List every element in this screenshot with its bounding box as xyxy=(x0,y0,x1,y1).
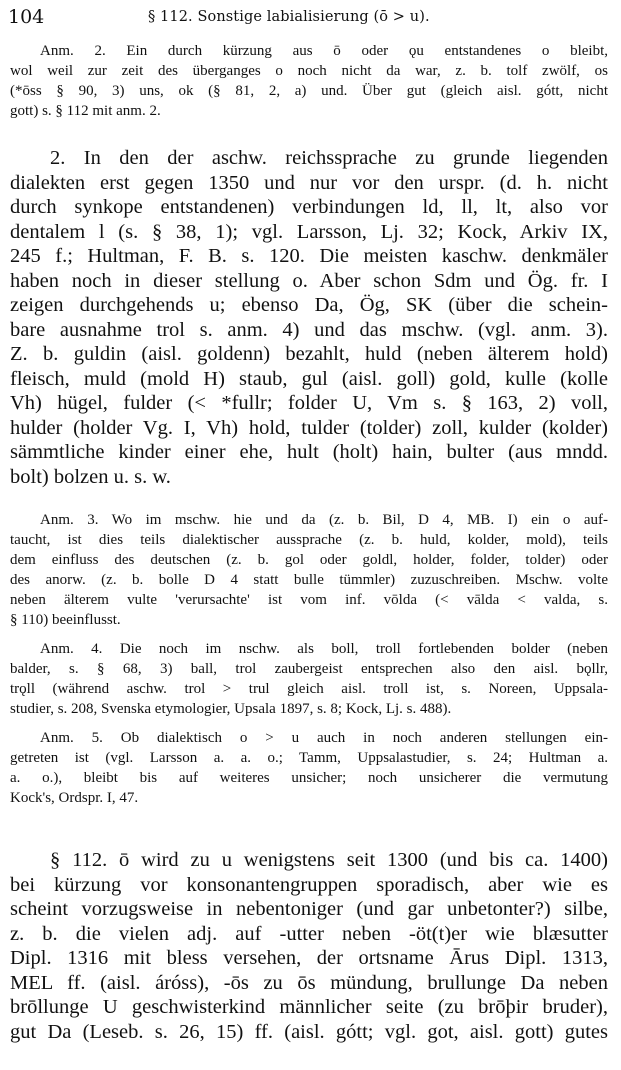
text-line: Kock's, Ordspr. I, 47. xyxy=(10,790,139,806)
text-line: z. b. die vielen adj. auf -utter neben -öt(t)er wie blæsutter xyxy=(10,922,608,945)
page-number: 104 xyxy=(8,6,45,28)
text-line: getreten ist (vgl. Larsson a. a. o.; Tamm, Uppsalastudier, s. 24; Hultman a. xyxy=(10,750,608,766)
note-anm-3 xyxy=(10,510,608,630)
text-line: 2. In den der aschw. reichssprache zu grunde liegenden xyxy=(50,147,608,169)
text-line: Anm. 3. Wo im mschw. hie und da (z. b. Bil, D 4, MB. I) ein o auf- xyxy=(40,512,608,528)
text-line: Anm. 5. Ob dialektisch o > u auch in noch anderen stellungen ein- xyxy=(40,730,608,746)
text-line: fleisch, muld (mold H) staub, gul (aisl. goll) gold, kulle (kolle xyxy=(10,367,608,390)
text-line: Anm. 2. Ein durch kürzung aus ō oder ǫu entstandenes o bleibt, xyxy=(40,43,608,59)
text-line: dentalem l (s. § 38, 1); vgl. Larsson, Lj. 32; Kock, Arkiv IX, xyxy=(10,220,608,243)
text-line: MEL ff. (aisl. áróss), -ōs zu ōs mündung, brullunge Da neben xyxy=(10,971,608,994)
text-line: neben älterem vulte 'verursachte' ist vom inf. vōlda (< vālda < valda, s. xyxy=(10,592,608,608)
text-line: zeigen durchgehends u; ebenso Da, Ög, SK (über die schein- xyxy=(10,294,608,316)
text-line: bolt) bolzen u. s. w. xyxy=(10,465,171,488)
text-line: a. o.), bleibt bis auf weiteres unsicher; noch unsicherer die vermutung xyxy=(10,770,608,786)
text-line: (*ōss § 90, 3) uns, ok (§ 81, 2, a) und. Über gut (gleich aisl. gótt, nicht xyxy=(10,83,608,99)
text-line: balder, s. § 68, 3) ball, trol zaubergeist entsprechen also den aisl. bǫllr, xyxy=(10,661,608,677)
text-line: bare ausnahme trol s. anm. 4) und das mschw. (vgl. anm. 3). xyxy=(10,318,608,341)
text-line: brōllunge U geschwisterkind männlicher seite (zu brōþir bruder), xyxy=(10,996,608,1018)
page-header xyxy=(8,6,611,30)
text-line: 245 f.; Hultman, F. B. s. 120. Die meisten kaschw. denkmäler xyxy=(10,245,608,267)
text-line: Z. b. guldin (aisl. goldenn) bezahlt, huld (neben älterem hold) xyxy=(10,343,608,365)
text-line: gut Da (Leseb. s. 26, 15) ff. (aisl. gótt; vgl. got, aisl. gott) gutes xyxy=(10,1020,608,1043)
text-line: Vh) hügel, fulder (< *fullr; folder U, Vm s. § 163, 2) voll, xyxy=(10,392,608,414)
text-line: bei kürzung vor konsonantengruppen sporadisch, aber wie es xyxy=(10,873,608,896)
text-line: haben noch in dieser stellung o. Aber schon Sdm und Ög. fr. I xyxy=(10,269,608,292)
running-head: § 112. Sonstige labialisierung (ō > u). xyxy=(148,9,430,25)
text-line: Anm. 4. Die noch im nschw. als boll, troll fortlebenden bolder (neben xyxy=(40,641,608,657)
text-line: gott) s. § 112 mit anm. 2. xyxy=(10,103,161,119)
text-line: trǫll (während aschw. trol > trul gleich aisl. troll ist, s. Noreen, Uppsala- xyxy=(10,681,608,697)
text-line: Dipl. 1316 mit bless versehen, der ortsname Ārus Dipl. 1313, xyxy=(10,947,608,969)
text-line: taucht, ist dies teils dialektischer aussprache (z. b. huld, kolder, mold), teils xyxy=(10,532,608,548)
note-anm-2 xyxy=(10,41,608,121)
paragraph-section-112 xyxy=(10,848,608,1044)
text-line: hulder (holder Vg. I, Vh) hold, tulder (tolder) zoll, kulder (kolder) xyxy=(10,416,608,439)
paragraph-section-2 xyxy=(10,146,608,489)
text-line: sämmtliche kinder einer ehe, hult (holt) hain, bulter (aus mndd. xyxy=(10,441,608,463)
text-line: studier, s. 208, Svenska etymologier, Upsala 1897, s. 8; Kock, Lj. s. 488). xyxy=(10,701,452,717)
note-anm-4 xyxy=(10,639,608,719)
text-line: dem einfluss des deutschen (z. b. gol oder goldl, holder, folder, tolder) oder xyxy=(10,552,608,568)
text-line: § 110) beeinflusst. xyxy=(10,612,121,628)
text-line: des anorw. (z. b. bolle D 4 statt bulle tümmler) zuzuschreiben. Mschw. volte xyxy=(10,572,608,588)
text-line: scheint vorzugsweise in nebentoniger (und gar unbetonter?) silbe, xyxy=(10,898,608,920)
text-line: wol weil zur zeit des überganges o noch nicht da war, z. b. tolf zwölf, os xyxy=(10,63,608,79)
note-anm-5 xyxy=(10,728,608,808)
text-line: dialekten erst gegen 1350 und nur vor den urspr. (d. h. nicht xyxy=(10,171,608,194)
text-line: durch synkope entstandenen) verbindungen ld, ll, lt, also vor xyxy=(10,196,608,218)
text-line: § 112. ō wird zu u wenigstens seit 1300 (und bis ca. 1400) xyxy=(50,849,608,871)
